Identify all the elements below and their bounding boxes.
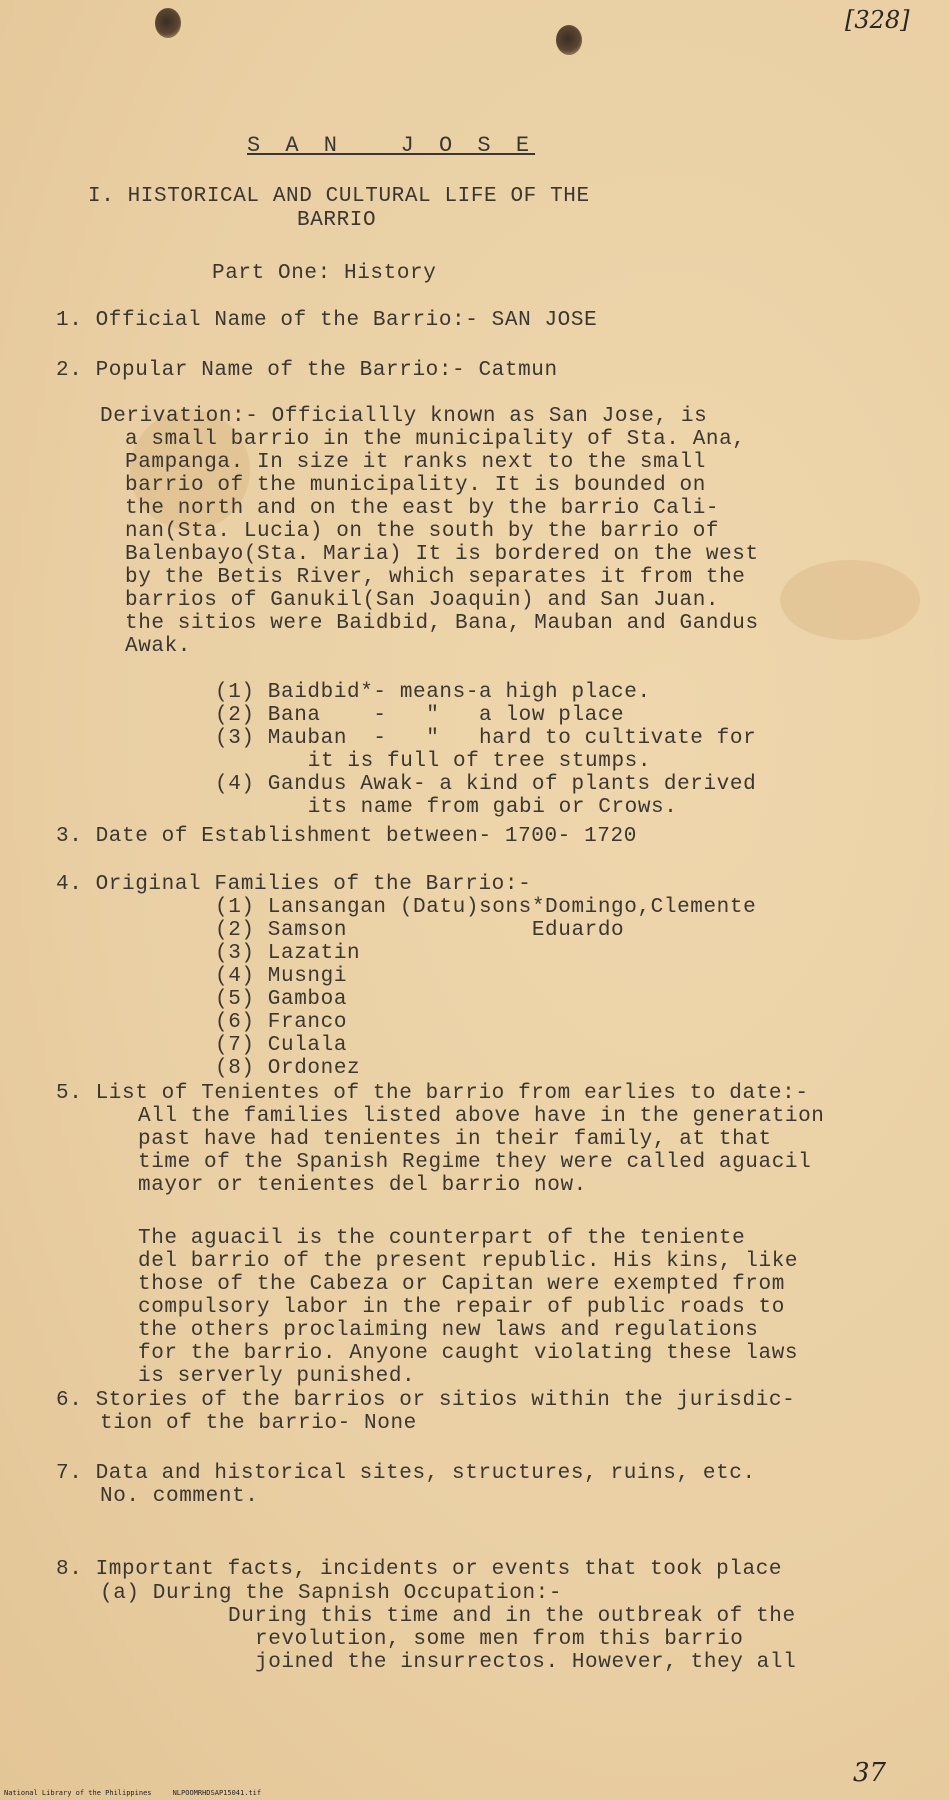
paragraph-line: the others proclaiming new laws and regulations xyxy=(138,1319,759,1342)
list-item: (5) Gamboa xyxy=(215,988,348,1011)
paragraph-line: The aguacil is the counterpart of the teniente xyxy=(138,1227,746,1250)
paragraph-line: (a) During the Sapnish Occupation:- xyxy=(100,1582,563,1605)
list-item: (2) Samson Eduardo xyxy=(215,919,625,942)
derivation-line: Awak. xyxy=(125,635,192,658)
paragraph-line: those of the Cabeza or Capitan were exempted from xyxy=(138,1273,785,1296)
item-original-families: 4. Original Families of the Barrio:- xyxy=(56,873,532,896)
list-item: (7) Culala xyxy=(215,1034,348,1057)
derivation-line: Derivation:- Officiallly known as San Jose, is xyxy=(100,405,708,428)
paragraph-line: past have had tenientes in their family, at that xyxy=(138,1128,772,1151)
section-heading-cont: BARRIO xyxy=(297,209,377,232)
document-title: S A N J O S E xyxy=(247,133,536,158)
paragraph-line: revolution, some men from this barrio xyxy=(255,1628,744,1651)
derivation-line: barrio of the municipality. It is bounded on xyxy=(125,474,706,497)
paragraph-line: All the families listed above have in the generation xyxy=(138,1105,825,1128)
page-number-annotation: [328] xyxy=(845,6,910,34)
item-historical-sites: 7. Data and historical sites, structures, ruins, etc. xyxy=(56,1462,756,1485)
derivation-line: Balenbayo(Sta. Maria) It is bordered on the west xyxy=(125,543,759,566)
footer-library: National Library of the Philippines xyxy=(4,1789,152,1797)
derivation-line: a small barrio in the municipality of Sta. Ana, xyxy=(125,428,746,451)
list-item: (6) Franco xyxy=(215,1011,348,1034)
punch-hole-left xyxy=(155,8,181,38)
paragraph-line: is serverly punished. xyxy=(138,1365,416,1388)
list-item: (1) Baidbid*- means-a high place. xyxy=(215,681,651,704)
paragraph-line: joined the insurrectos. However, they all xyxy=(255,1651,797,1674)
folio-annotation: 37 xyxy=(853,1758,887,1788)
paragraph-line: 8. Important facts, incidents or events that took place xyxy=(56,1558,783,1581)
list-item: (4) Musngi xyxy=(215,965,348,988)
paragraph-line: for the barrio. Anyone caught violating these laws xyxy=(138,1342,799,1365)
item-stories-cont: tion of the barrio- None xyxy=(100,1412,417,1435)
paragraph-line: During this time and in the outbreak of the xyxy=(228,1605,796,1628)
scan-footer xyxy=(4,1789,261,1797)
list-item: (8) Ordonez xyxy=(215,1057,361,1080)
item-historical-sites-cont: No. comment. xyxy=(100,1485,259,1508)
item-official-name: 1. Official Name of the Barrio:- SAN JOSE xyxy=(56,309,598,332)
derivation-line: nan(Sta. Lucia) on the south by the barrio of xyxy=(125,520,720,543)
list-item-cont: its name from gabi or Crows. xyxy=(255,796,678,819)
punch-hole-right xyxy=(556,25,582,55)
derivation-line: barrios of Ganukil(San Joaquin) and San Juan. xyxy=(125,589,720,612)
item-stories: 6. Stories of the barrios or sitios within the jurisdic- xyxy=(56,1389,796,1412)
paragraph-line: del barrio of the present republic. His kins, like xyxy=(138,1250,799,1273)
item-popular-name: 2. Popular Name of the Barrio:- Catmun xyxy=(56,359,558,382)
list-item-cont: it is full of tree stumps. xyxy=(255,750,652,773)
paragraph-line: compulsory labor in the repair of public roads to xyxy=(138,1296,785,1319)
section-heading: I. HISTORICAL AND CULTURAL LIFE OF THE xyxy=(88,185,590,208)
paragraph-line: time of the Spanish Regime they were called aguacil xyxy=(138,1151,812,1174)
derivation-line: the sitios were Baidbid, Bana, Mauban and Gandus xyxy=(125,612,759,635)
footer-filename: NLPOOMRHDSAP15041.tif xyxy=(172,1789,262,1797)
derivation-line: Pampanga. In size it ranks next to the small xyxy=(125,451,706,474)
list-item: (2) Bana - " a low place xyxy=(215,704,625,727)
derivation-line: the north and on the east by the barrio Cali- xyxy=(125,497,720,520)
list-item: (3) Lazatin xyxy=(215,942,361,965)
paragraph-line: mayor or tenientes del barrio now. xyxy=(138,1174,587,1197)
paper-stain xyxy=(780,560,920,640)
list-item: (1) Lansangan (Datu)sons*Domingo,Clemente xyxy=(215,896,757,919)
list-item: (4) Gandus Awak- a kind of plants derived xyxy=(215,773,757,796)
item-date-of-establishment: 3. Date of Establishment between- 1700- 1720 xyxy=(56,825,637,848)
list-item: (3) Mauban - " hard to cultivate for xyxy=(215,727,757,750)
paragraph-line: 5. List of Tenientes of the barrio from earlies to date:- xyxy=(56,1082,809,1105)
derivation-line: by the Betis River, which separates it from the xyxy=(125,566,746,589)
part-heading: Part One: History xyxy=(212,262,437,285)
